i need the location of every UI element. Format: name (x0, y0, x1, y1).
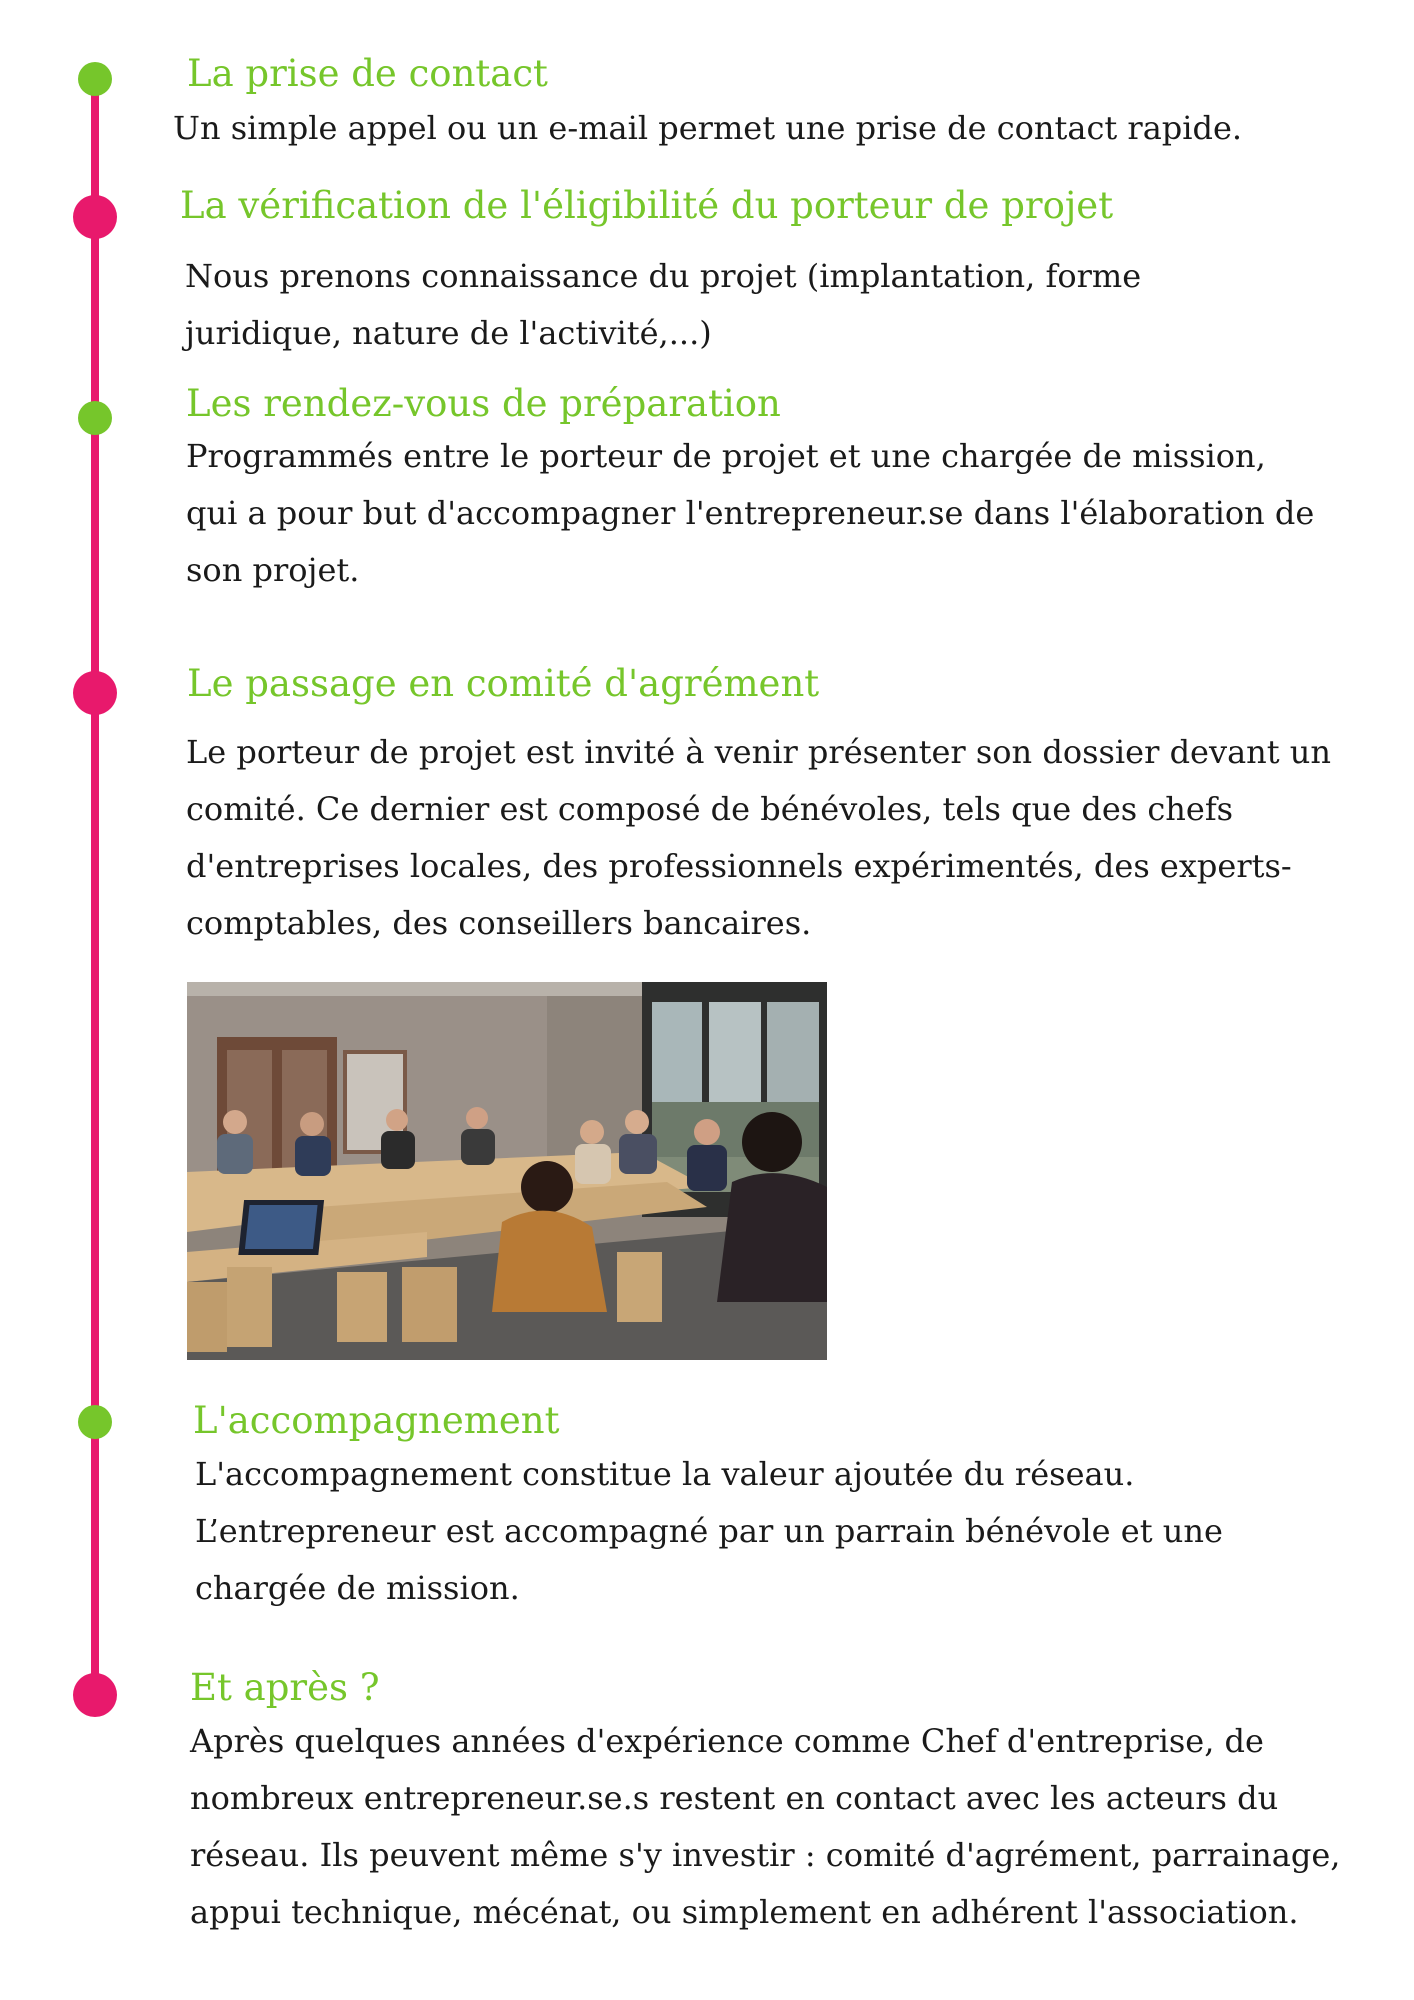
step-5-text: L'accompagnement constitue la valeur ajoutée du réseau. L’entrepreneur est accompagné par un parrain bénévole et une chargée de mission. (195, 1455, 1223, 1607)
timeline-line (91, 78, 99, 1694)
step-6-text: Après quelques années d'expérience comme Chef d'entreprise, de nombreux entrepreneur.se.s restent en contact avec les acteurs du réseau. Ils peuvent même s'y investir : comité d'agrément, parrainage, appui technique, mécénat, ou simplement en adhérent l'association. (190, 1722, 1341, 1931)
step-4-title: Le passage en comité d'agrément (187, 662, 820, 705)
step-3-text: Programmés entre le porteur de projet et une chargée de mission, qui a pour but d'accompagner l'entrepreneur.se dans l'élaboration de son projet. (186, 437, 1315, 589)
step-1-title: La prise de contact (187, 52, 548, 95)
step-6-title: Et après ? (190, 1666, 380, 1709)
timeline-dot-6 (73, 1673, 117, 1717)
timeline-dot-2 (73, 195, 117, 239)
timeline-dot-4 (73, 671, 117, 715)
timeline-dot-5 (78, 1405, 112, 1439)
step-5-title: L'accompagnement (193, 1399, 560, 1442)
step-4-text: Le porteur de projet est invité à venir présenter son dossier devant un comité. Ce dernier est composé de bénévoles, tels que des chefs d'entreprises locales, des professionnels expérimentés, des experts-comptables, des conseillers bancaires. (186, 733, 1331, 942)
step-1-text: Un simple appel ou un e-mail permet une prise de contact rapide. (173, 109, 1243, 147)
timeline-dot-1 (78, 62, 112, 96)
committee-meeting-photo (187, 982, 827, 1360)
step-3-title: Les rendez-vous de préparation (186, 382, 781, 425)
step-2-title: La vérification de l'éligibilité du porteur de projet (180, 184, 1114, 227)
step-2-text: Nous prenons connaissance du projet (implantation, forme juridique, nature de l'activité,...) (185, 257, 1142, 352)
timeline-dot-3 (78, 401, 112, 435)
